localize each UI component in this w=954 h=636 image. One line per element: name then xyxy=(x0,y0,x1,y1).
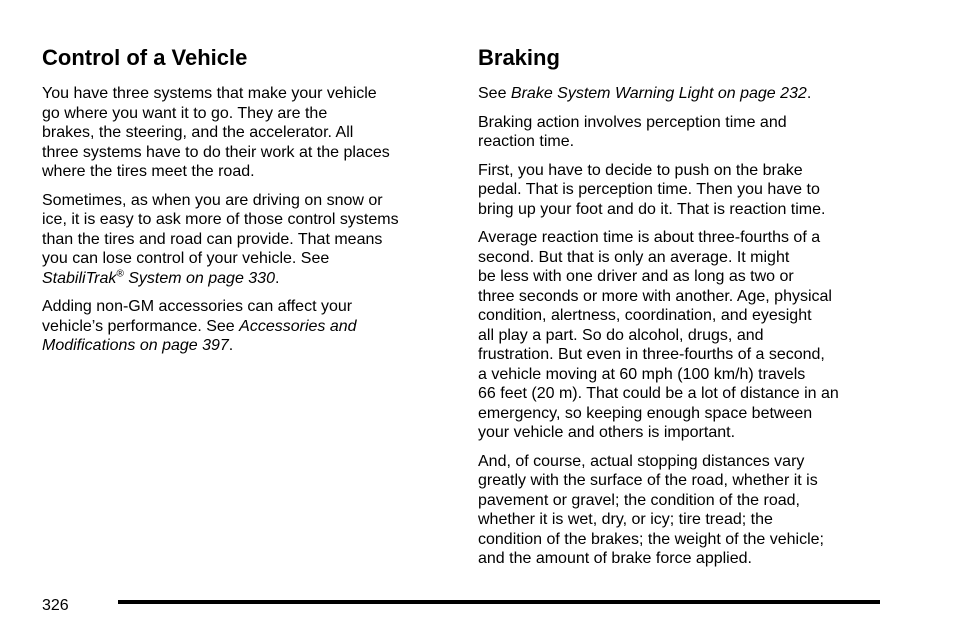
paragraph-braking-action: Braking action involves perception time and reaction time. xyxy=(478,113,787,150)
paragraph-text: Adding non-GM accessories can affect your vehicle’s performance. See xyxy=(42,298,353,335)
page-number: 326 xyxy=(42,597,69,614)
paragraph-see-warning-light xyxy=(478,84,888,104)
right-column xyxy=(478,44,888,578)
stabilitrak-reference xyxy=(42,270,275,287)
brake-warning-light-reference: Brake System Warning Light on page 232 xyxy=(510,85,807,102)
paragraph-text: See xyxy=(478,85,511,102)
paragraph-stopping-distances: And, of course, actual stopping distances vary greatly with the surface of the road, whether it is pavement or gravel; the condition of the road, whether it is wet, dry, or icy; tire tread; the condition of the brakes; the weight of the vehicle; and the amount of brake force applied. xyxy=(478,452,824,567)
paragraph-accessories xyxy=(42,297,450,356)
paragraph-perception-time: First, you have to decide to push on the brake pedal. That is perception time. Then you have to bring up your foot and do it. That is reaction time. xyxy=(478,161,826,218)
paragraph-text: Sometimes, as when you are driving on snow or ice, it is easy to ask more of those control systems than the tires and road can provide. That means you can lose control of your vehicle. See xyxy=(42,191,399,267)
stabilitrak-page-ref: System on page 330 xyxy=(123,269,275,287)
left-column xyxy=(42,44,450,365)
paragraph-three-systems: You have three systems that make your vehicle go where you want it to go. They are the brakes, the steering, and the accelerator. All three systems have to do their work at the places where the tires meet the road. xyxy=(42,85,390,180)
footer-rule xyxy=(118,600,880,604)
period: . xyxy=(274,269,280,287)
section-heading-control-of-a-vehicle: Control of a Vehicle xyxy=(42,45,248,70)
period: . xyxy=(806,85,812,102)
stabilitrak-name: StabiliTrak xyxy=(42,269,117,287)
paragraph-average-reaction-time: Average reaction time is about three-fourths of a second. But that is only an average. It might be less with one driver and as long as two or three seconds or more with another. Age, physical condition, alertness, coordination, and eyesight all play a part. So do alcohol, drugs, and frustration. But even in three-fourths of a second, a vehicle moving at 60 mph (100 km/h) travels 66 feet (20 m). That could be a lot of distance in an emergency, so keeping enough space between your vehicle and others is important. xyxy=(478,229,839,441)
registered-mark: ® xyxy=(116,268,124,280)
section-heading-braking: Braking xyxy=(478,45,560,70)
paragraph-snow-ice xyxy=(42,191,450,289)
accessories-reference: Accessories and Modifications on page 397 xyxy=(42,317,357,354)
period: . xyxy=(228,337,234,354)
